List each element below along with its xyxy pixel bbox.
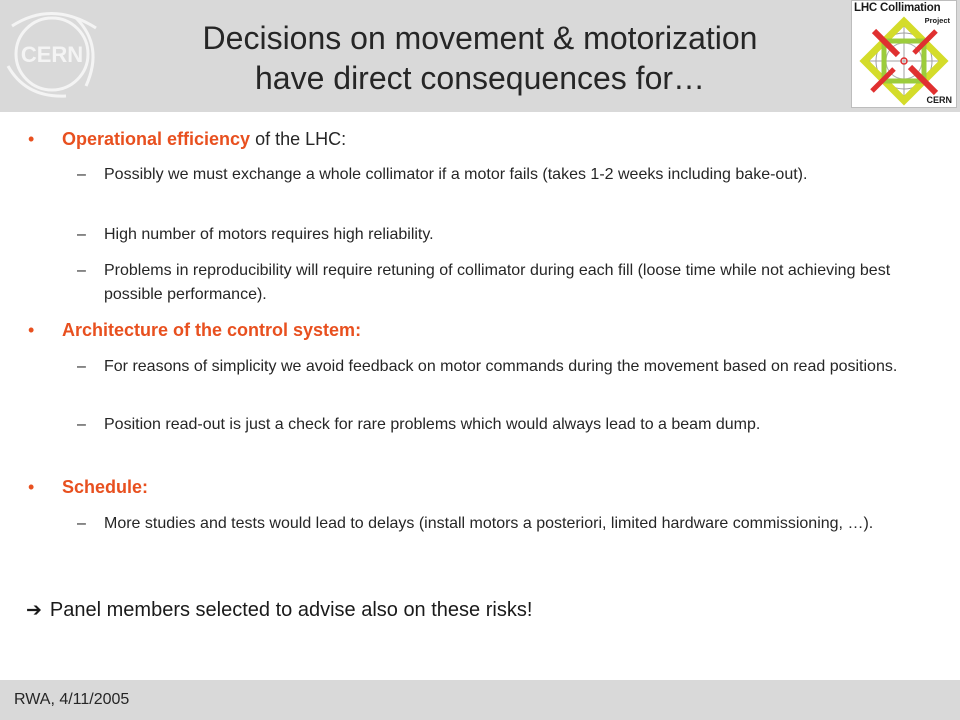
conclusion — [26, 598, 532, 622]
logo-subtitle: Project — [924, 16, 950, 25]
bullet-marker: • — [28, 320, 35, 340]
dash-marker: – — [77, 515, 86, 532]
conclusion-text: Panel members selected to advise also on these risks! — [49, 599, 533, 621]
sub-item: For reasons of simplicity we avoid feedback on motor commands during the movement based on read positions. — [104, 358, 898, 375]
lhc-collimation-logo — [851, 0, 957, 108]
page-title — [130, 18, 830, 98]
dash-marker: – — [77, 358, 86, 375]
slide-footer — [0, 680, 960, 720]
dash-marker: – — [77, 226, 86, 243]
cern-logo — [6, 6, 108, 102]
cern-logo-text: CERN — [20, 42, 84, 67]
sub-item: Possibly we must exchange a whole collimator if a motor fails (takes 1-2 weeks including bake-out). — [104, 166, 808, 183]
footer-text: RWA, 4/11/2005 — [14, 691, 130, 708]
logo-org: CERN — [926, 95, 952, 105]
bullet-rest: of the LHC: — [250, 129, 347, 149]
sub-item: High number of motors requires high reliability. — [104, 226, 434, 243]
bullet-highlight: Operational efficiency — [62, 129, 251, 149]
slide-header — [0, 0, 960, 112]
title-line-2: have direct consequences for… — [254, 60, 706, 96]
dash-marker: – — [77, 416, 86, 433]
sub-item: Problems in reproducibility will require retuning of collimator during each fill (loose time while not achieving best possible performance). — [104, 262, 891, 303]
dash-marker: – — [77, 262, 86, 279]
bullet-architecture — [62, 319, 361, 341]
bullet-marker: • — [28, 129, 35, 149]
bullet-highlight: Architecture of the control system: — [62, 320, 362, 340]
arrow-right-icon: ➔ — [26, 599, 42, 621]
bullet-marker: • — [28, 477, 35, 497]
dash-marker: – — [77, 166, 86, 183]
bullet-highlight: Schedule: — [62, 477, 149, 497]
title-line-1: Decisions on movement & motorization — [202, 20, 758, 56]
logo-title: LHC Collimation — [854, 2, 941, 14]
bullet-schedule — [62, 476, 148, 498]
sub-item: More studies and tests would lead to delays (install motors a posteriori, limited hardware commissioning, …). — [104, 515, 874, 532]
sub-item: Position read-out is just a check for rare problems which would always lead to a beam dump. — [104, 416, 761, 433]
bullet-operational-efficiency — [62, 128, 346, 150]
